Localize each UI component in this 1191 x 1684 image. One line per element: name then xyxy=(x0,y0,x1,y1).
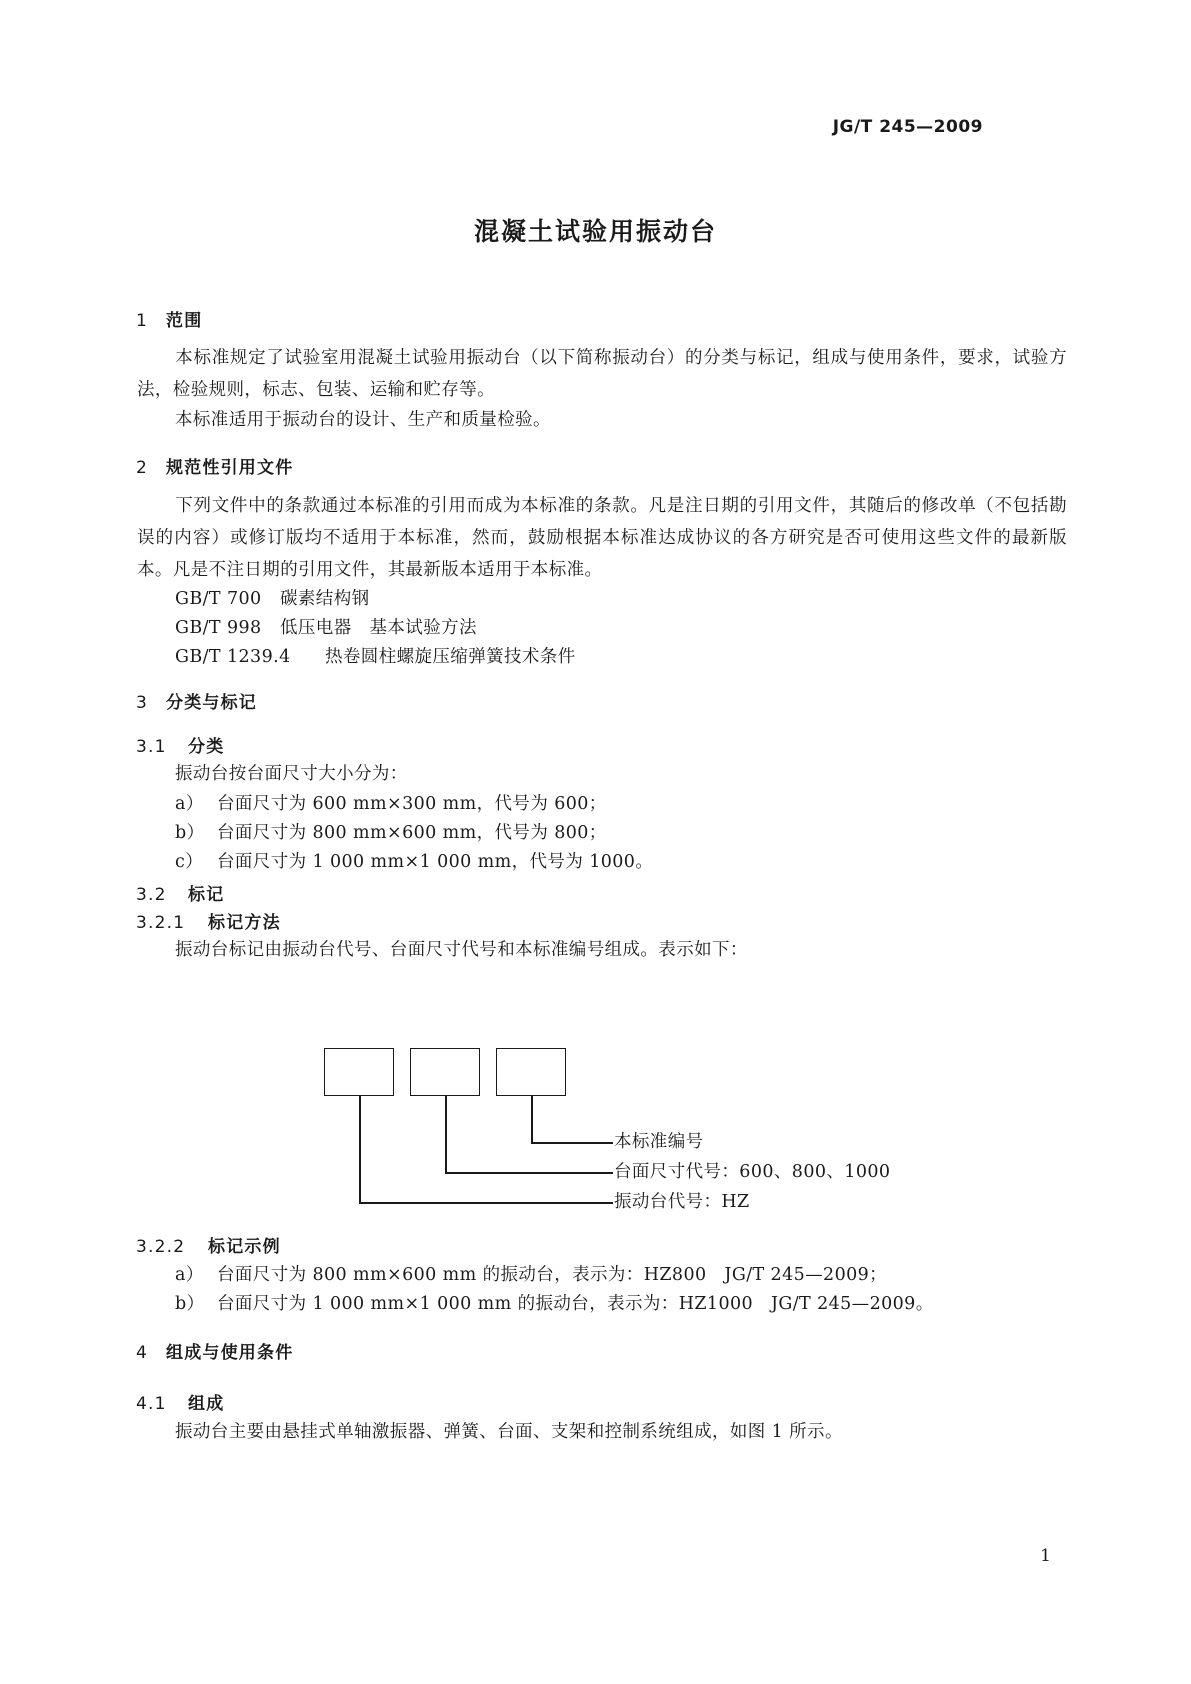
item-label: a） xyxy=(175,794,204,814)
section-title: 组成与使用条件 xyxy=(166,1343,294,1363)
section-title: 标记 xyxy=(188,885,225,905)
connector-line xyxy=(359,1202,613,1204)
section-4-1-paragraph xyxy=(175,1416,843,1448)
reference-code: GB/T 700 xyxy=(175,589,262,609)
section-number: 1 xyxy=(136,311,149,331)
section-4-heading xyxy=(136,1338,293,1363)
item-text: 台面尺寸为 600 mm×300 mm，代号为 600； xyxy=(217,794,607,814)
list-item xyxy=(175,817,607,849)
reference-name: 热卷圆柱螺旋压缩弹簧技术条件 xyxy=(325,647,576,667)
list-item xyxy=(175,1288,934,1320)
section-number: 3.2 xyxy=(136,885,167,905)
diagram-label-standard: 本标准编号 xyxy=(614,1132,704,1152)
paragraph-text: 本标准适用于振动台的设计、生产和质量检验。 xyxy=(175,410,551,430)
section-number: 3.2.2 xyxy=(136,1237,186,1257)
connector-line xyxy=(359,1096,361,1203)
diagram-label-type: 振动台代号：HZ xyxy=(614,1192,750,1212)
section-3-2-1-heading xyxy=(136,908,281,933)
reference-item xyxy=(175,583,370,615)
reference-item xyxy=(175,641,576,673)
connector-line xyxy=(531,1096,533,1143)
section-2-heading xyxy=(136,453,293,478)
section-title: 标记方法 xyxy=(208,913,281,933)
item-label: a） xyxy=(175,1265,204,1285)
section-number: 2 xyxy=(136,458,149,478)
section-2-paragraph-1 xyxy=(137,490,1067,586)
section-number: 4 xyxy=(136,1343,149,1363)
marking-box-type xyxy=(324,1048,394,1096)
reference-code: GB/T 998 xyxy=(175,618,262,638)
section-title: 分类与标记 xyxy=(166,693,257,713)
section-number: 4.1 xyxy=(136,1394,167,1414)
reference-code: GB/T 1239.4 xyxy=(175,647,291,667)
paragraph-text: 下列文件中的条款通过本标准的引用而成为本标准的条款。凡是注日期的引用文件，其随后的修改单（不包括勘误的内容）或修订版均不适用于本标准，然而，鼓励根据本标准达成协议的各方研究是否可使用这些文件的最新版本。凡是不注日期的引用文件，其最新版本适用于本标准。 xyxy=(137,496,1067,580)
section-3-heading xyxy=(136,688,257,713)
section-title: 标记示例 xyxy=(208,1237,281,1257)
section-1-heading xyxy=(136,306,202,331)
section-number: 3 xyxy=(136,693,149,713)
section-title: 规范性引用文件 xyxy=(166,458,294,478)
list-item xyxy=(175,788,607,820)
paragraph-text: 振动台标记由振动台代号、台面尺寸代号和本标准编号组成。表示如下： xyxy=(175,940,748,960)
item-label: b） xyxy=(175,823,205,843)
section-3-1-heading xyxy=(136,732,224,757)
section-1-paragraph-1 xyxy=(137,342,1067,406)
marking-box-size xyxy=(410,1048,480,1096)
item-text: 台面尺寸为 800 mm×600 mm 的振动台，表示为：HZ800 JG/T 245—2009； xyxy=(217,1265,888,1285)
marking-box-standard xyxy=(496,1048,566,1096)
page-number: 1 xyxy=(1040,1546,1051,1566)
connector-line xyxy=(531,1142,613,1144)
list-item xyxy=(175,1259,887,1291)
section-number: 3.1 xyxy=(136,737,167,757)
section-number: 3.2.1 xyxy=(136,913,186,933)
section-title: 组成 xyxy=(188,1394,225,1414)
section-3-1-intro xyxy=(175,758,408,790)
paragraph-text: 振动台主要由悬挂式单轴激振器、弹簧、台面、支架和控制系统组成，如图 1 所示。 xyxy=(175,1422,843,1442)
diagram-label-size: 台面尺寸代号：600、800、1000 xyxy=(614,1162,891,1182)
paragraph-text: 振动台按台面尺寸大小分为： xyxy=(175,764,408,784)
section-3-2-2-heading xyxy=(136,1232,281,1257)
reference-name: 低压电器 基本试验方法 xyxy=(280,618,477,638)
list-item xyxy=(175,846,653,878)
page-title: 混凝土试验用振动台 xyxy=(473,217,717,246)
item-text: 台面尺寸为 800 mm×600 mm，代号为 800； xyxy=(217,823,607,843)
header-standard-number: JG/T 245—2009 xyxy=(832,117,983,137)
item-text: 台面尺寸为 1 000 mm×1 000 mm，代号为 1000。 xyxy=(217,852,654,872)
item-text: 台面尺寸为 1 000 mm×1 000 mm 的振动台，表示为：HZ1000 JG/T 245—2009。 xyxy=(217,1294,934,1314)
section-title: 范围 xyxy=(166,311,203,331)
section-3-2-heading xyxy=(136,880,224,905)
paragraph-text: 本标准规定了试验室用混凝土试验用振动台（以下简称振动台）的分类与标记，组成与使用条件，要求，试验方法，检验规则，标志、包装、运输和贮存等。 xyxy=(137,348,1067,400)
section-4-1-heading xyxy=(136,1389,224,1414)
connector-line xyxy=(445,1172,613,1174)
section-title: 分类 xyxy=(188,737,225,757)
item-label: c） xyxy=(175,852,204,872)
item-label: b） xyxy=(175,1294,205,1314)
section-1-paragraph-2 xyxy=(175,404,551,436)
reference-name: 碳素结构钢 xyxy=(280,589,370,609)
reference-item xyxy=(175,612,477,644)
section-3-2-1-intro xyxy=(175,934,748,966)
connector-line xyxy=(445,1096,447,1173)
